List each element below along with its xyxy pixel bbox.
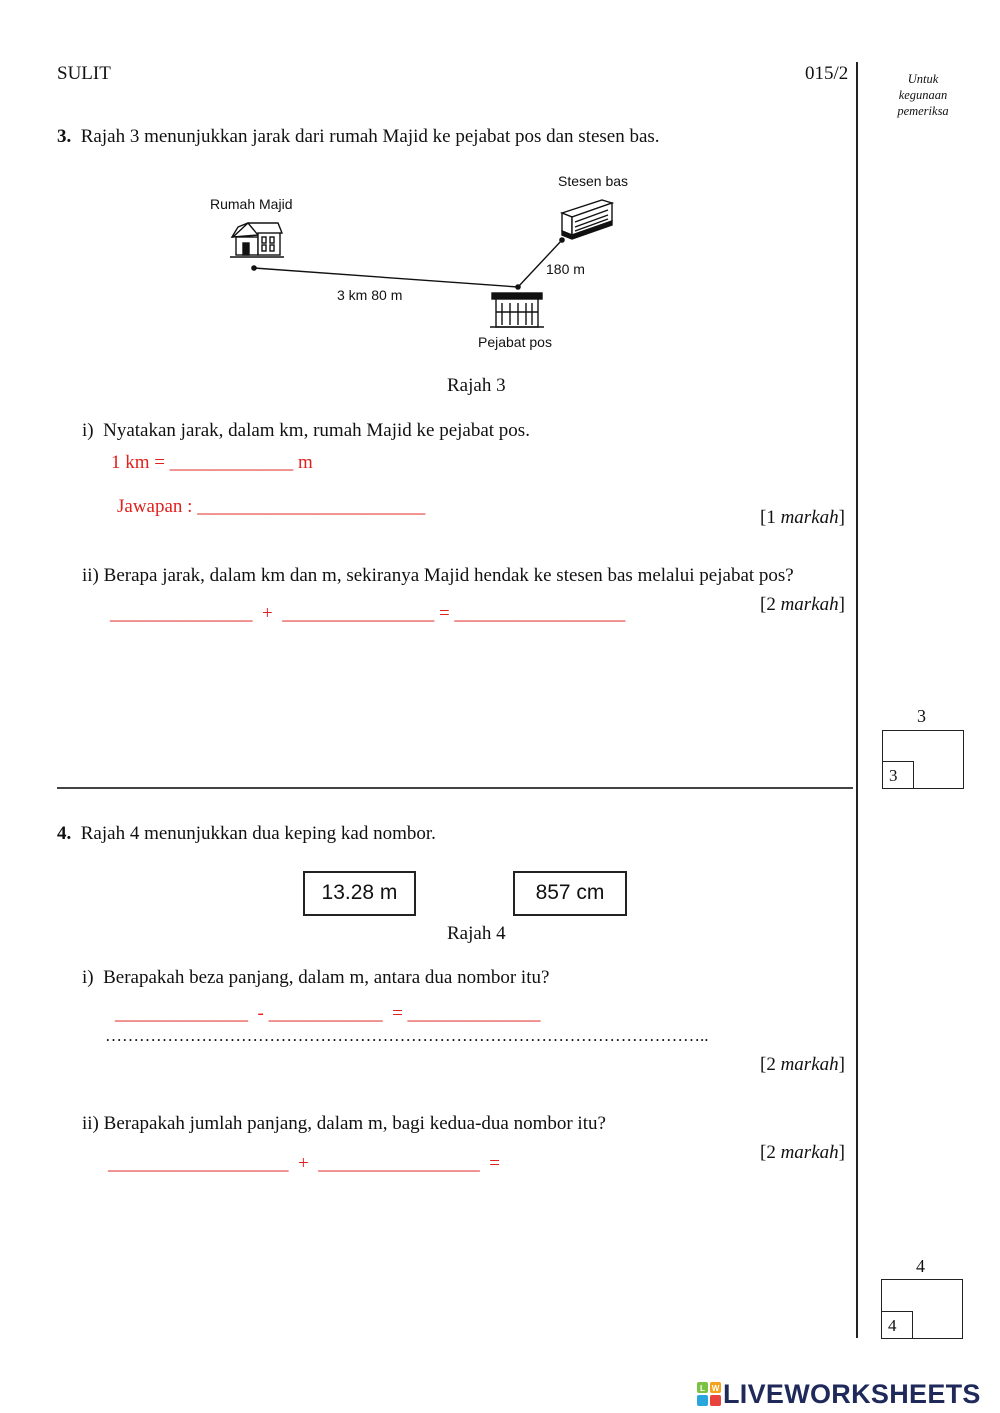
house-label: Rumah Majid <box>210 196 293 212</box>
q3-stem-text: Rajah 3 menunjukkan jarak dari rumah Majid ke pejabat pos dan stesen bas. <box>80 126 660 147</box>
svg-text:L: L <box>700 1384 705 1393</box>
marks-open: [2 <box>760 1142 781 1163</box>
liveworksheets-logo-text <box>723 1379 981 1410</box>
marks-word: markah <box>780 594 839 615</box>
marks-close: ] <box>838 1142 845 1163</box>
q3-km-conversion-field[interactable]: 1 km = _____________ m <box>111 452 313 473</box>
marks-word: markah <box>780 1142 839 1163</box>
q4-mark-score: 4 <box>881 1311 913 1339</box>
q4-number: 4. <box>57 823 72 844</box>
q3-part-ii <box>82 565 794 587</box>
q4-part-i <box>82 967 549 989</box>
distance-post-station-label: 180 m <box>546 261 585 277</box>
house-point <box>251 265 257 271</box>
bus-station-icon <box>562 200 612 239</box>
q3-part-ii-text: Berapa jarak, dalam km dan m, sekiranya Majid hendak ke stesen bas melalui pejabat pos? <box>103 565 794 586</box>
q4-part-ii-working-field[interactable]: ___________________ + _________________ = <box>108 1153 500 1174</box>
route-house-post <box>254 268 518 287</box>
q3-part-ii-working-field[interactable]: _______________ + ________________ = __________________ <box>110 603 626 624</box>
q4-part-i-label: i) <box>82 967 94 988</box>
q4-part-ii <box>82 1113 606 1135</box>
marks-close: ] <box>838 1054 845 1075</box>
margin-note-line: kegunaan <box>898 88 948 102</box>
marks-open: [1 <box>760 507 781 528</box>
q3-part-i <box>82 420 530 442</box>
liveworksheets-logo[interactable] <box>697 1378 981 1410</box>
header-right: 015/2 <box>805 63 849 84</box>
q4-stem-text: Rajah 4 menunjukkan dua keping kad nombor. <box>80 823 436 844</box>
q4-part-i-text: Berapakah beza panjang, dalam m, antara dua nombor itu? <box>103 967 550 988</box>
brand-suffix: WORKSHEETS <box>784 1378 981 1409</box>
margin-note-line: pemeriksa <box>897 104 949 118</box>
section-divider <box>57 787 853 789</box>
q3-stem <box>57 126 660 148</box>
q3-mark-score: 3 <box>882 761 914 789</box>
q4-part-i-marks <box>760 1054 845 1076</box>
margin-divider <box>856 62 858 1338</box>
q3-number: 3. <box>57 126 72 147</box>
q4-caption: Rajah 4 <box>447 923 506 944</box>
post-point <box>515 284 521 290</box>
marks-close: ] <box>838 507 845 528</box>
number-card-1: 13.28 m <box>303 871 416 916</box>
margin-note-line: Untuk <box>907 72 939 86</box>
q4-stem <box>57 823 436 845</box>
q3-diagram <box>200 165 660 360</box>
q4-part-ii-text: Berapakah jumlah panjang, dalam m, bagi kedua-dua nombor itu? <box>103 1113 606 1134</box>
q3-answer-field[interactable]: Jawapan : ________________________ <box>117 496 426 517</box>
marks-open: [2 <box>760 1054 781 1075</box>
q4-mark-box <box>881 1279 963 1339</box>
q4-answer-dotted-line: …………………………………………………………………………………………….. <box>105 1026 709 1045</box>
post-office-label: Pejabat pos <box>478 334 552 350</box>
number-card-2: 857 cm <box>513 871 627 916</box>
brand-prefix: LIVE <box>723 1378 785 1409</box>
marks-word: markah <box>780 507 839 528</box>
q3-part-i-marks <box>760 507 845 529</box>
svg-text:W: W <box>711 1384 720 1393</box>
q3-part-i-text: Nyatakan jarak, dalam km, rumah Majid ke pejabat pos. <box>103 420 530 441</box>
distance-house-post-label: 3 km 80 m <box>337 287 403 303</box>
q3-part-ii-label: ii) <box>82 565 99 586</box>
q3-mark-box <box>882 730 964 789</box>
q4-box-number: 4 <box>916 1256 925 1276</box>
station-point <box>559 237 565 243</box>
station-label: Stesen bas <box>558 173 629 189</box>
q3-part-i-label: i) <box>82 420 94 441</box>
q3-box-number: 3 <box>917 706 926 726</box>
q4-part-i-working-field[interactable]: ______________ - ____________ = ______________ <box>115 1003 541 1024</box>
q4-part-ii-label: ii) <box>82 1113 99 1134</box>
header-left: SULIT <box>57 63 111 84</box>
post-office-icon <box>490 293 544 327</box>
marks-word: markah <box>780 1054 839 1075</box>
marks-close: ] <box>838 594 845 615</box>
liveworksheets-logo-icon <box>697 1382 721 1406</box>
marks-open: [2 <box>760 594 781 615</box>
q3-part-ii-marks <box>760 594 845 616</box>
house-icon <box>230 223 284 257</box>
q3-caption: Rajah 3 <box>447 375 506 396</box>
examiner-margin-note <box>868 71 978 119</box>
q4-part-ii-marks <box>760 1142 845 1164</box>
